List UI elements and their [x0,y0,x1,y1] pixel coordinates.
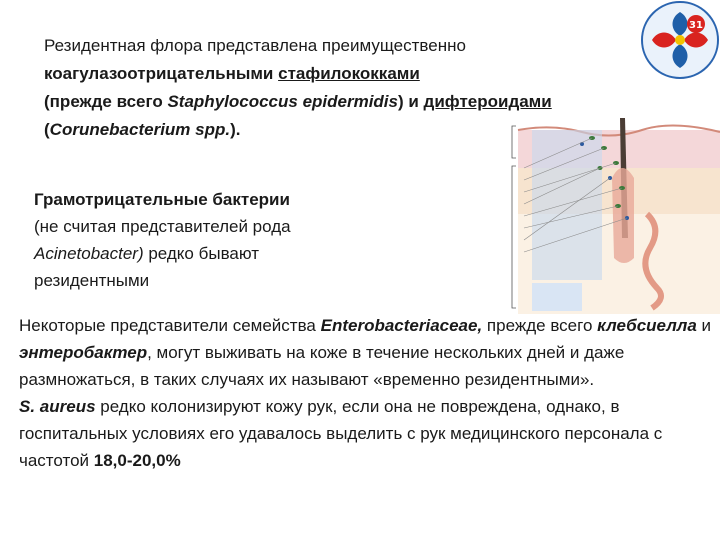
text: Corunebacterium spp. [49,120,231,139]
text: Резидентная флора представлена преимущественно [44,36,466,55]
paragraph-gram-negative [34,186,374,294]
logo-number: 31 [689,20,703,31]
text: дифтероидами [423,92,552,111]
text: ) и [397,92,424,111]
text: ). [230,120,241,139]
text: редко колонизируют кожу рук, если она не повреждена, однако, в госпитальных условиях его удавалось выделить с рук медицинского персонала с частотой [19,397,663,470]
text: прежде всего [482,316,598,335]
text: коагулазоотрицательными [44,64,279,83]
text: редко бывают резидентными [34,244,260,290]
text: Грамотрицательные бактерии [34,190,290,209]
text: клебсиелла [597,316,697,335]
text: Enterobacteriaceae, [320,316,483,335]
paragraph-enterobacteriaceae [19,312,714,474]
text: , могут выживать на коже в течение нескольких дней и даже размножаться, в таких случаях их называют «временно резидентными». [19,343,625,389]
text: и [696,316,712,335]
text: Acinetobacter) [34,244,144,263]
text: Staphylococcus epidermidis [167,92,398,111]
text: 18,0-20,0% [93,451,181,470]
text: S. aureus [19,397,96,416]
text: Некоторые представители семейства [19,316,321,335]
text: (прежде всего [44,92,168,111]
skin-cross-section-diagram [472,118,720,314]
text: ( [44,120,50,139]
text: стафилококками [278,64,420,83]
text: энтеробактер [19,343,148,362]
text: (не считая представителей рода [34,217,291,236]
